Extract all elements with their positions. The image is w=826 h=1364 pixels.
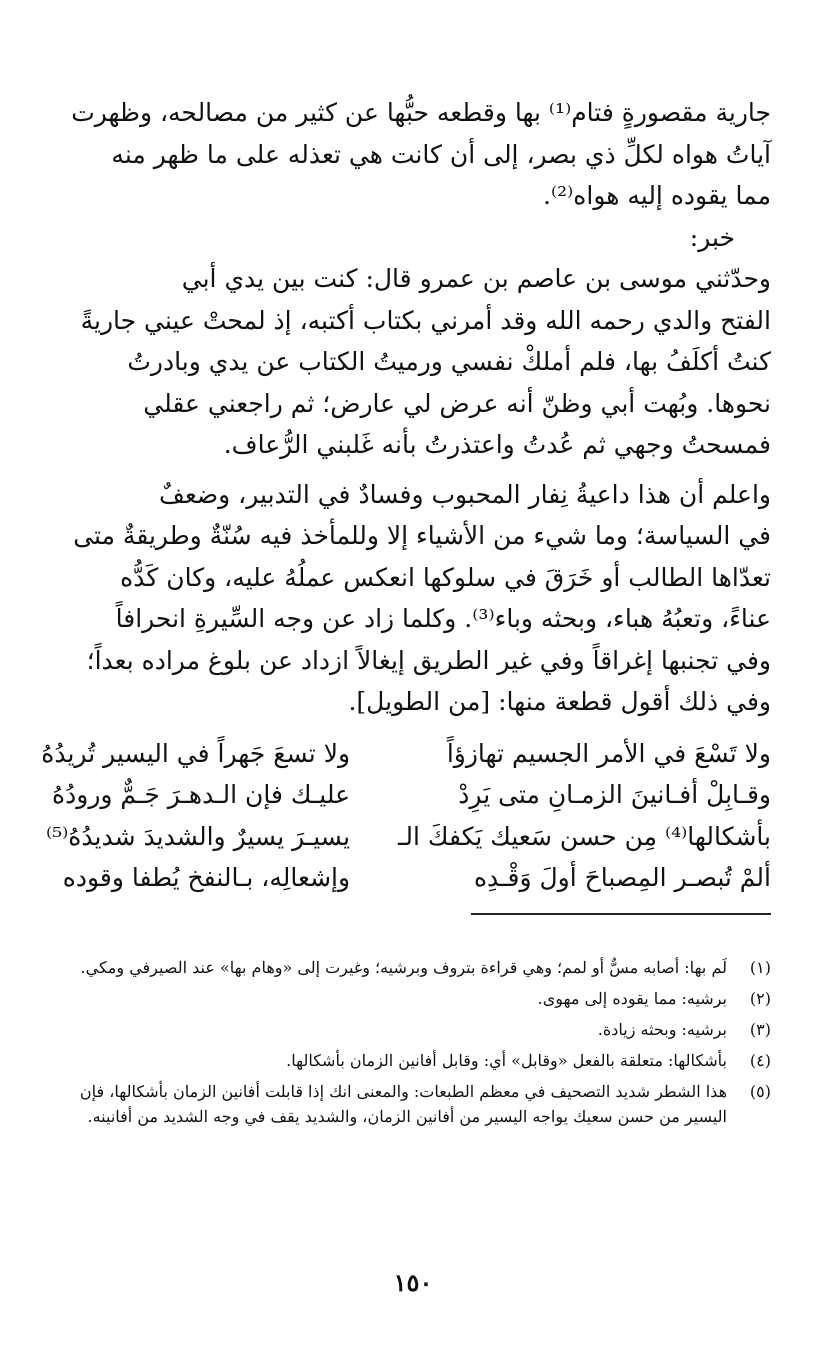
footnote bbox=[55, 955, 771, 980]
verse-first-hemistich: بأشكالها⁽⁴⁾ مِن حسن سَعيك يَكفكَ الـ bbox=[398, 821, 771, 851]
verse-first-hemistich: ألمْ تُبصـر المِصباحَ أولَ وَقْـدِه bbox=[473, 863, 771, 892]
text-line: وفي تجنبها إغراقاً وفي غير الطريق إيغالاً ازداد عن بلوغ مراده بعداً؛ bbox=[86, 645, 771, 675]
text-line: في السياسة؛ وما شيء من الأشياء إلا وللمأخذ فيه سُنّةٌ وطريقةٌ متى bbox=[73, 521, 771, 550]
text-line: مما يقوده إليه هواه⁽²⁾. bbox=[543, 181, 771, 210]
footnote-text: بأشكالها: متعلقة بالفعل «وقابل» أي: وقابل أفانين الزمان بأشكالها. bbox=[286, 1050, 727, 1070]
paragraph-anecdote bbox=[55, 258, 771, 466]
text-line: تعدّاها الطالب أو خَرَقَ في سلوكها انعكس عملُهُ عليه، وكان كَدُّه bbox=[120, 562, 771, 592]
footnote-number: (٣) bbox=[749, 1019, 771, 1039]
verse-second-hemistich: وإشعالِه، بـالنفخ يُطفا وقوده bbox=[62, 863, 351, 892]
text-line: عناءً، وتعبُهُ هباء، وبحثه وباء⁽³⁾. وكلما زاد عن وجه السِّيرةِ انحرافاً bbox=[115, 604, 771, 633]
page-number: ١٥٠ bbox=[393, 1268, 433, 1297]
verse-second-hemistich: ولا تسعَ جَهراً في اليسير تُريدُهُ bbox=[41, 738, 351, 768]
paragraph-gap bbox=[55, 466, 771, 474]
footnote-text: برشيه: مما يقوده إلى مهوى. bbox=[537, 988, 727, 1008]
section-heading: خبر: bbox=[689, 222, 735, 252]
footnote-text: برشيه: وبحثه زيادة. bbox=[597, 1019, 727, 1039]
text-line: واعلم أن هذا داعيةُ نِفار المحبوب وفسادٌ في التدبير، وضعفٌ bbox=[158, 479, 771, 509]
verse-first-hemistich: وقـابِلْ أفـانينَ الزمـانِ متى يَرِدْ bbox=[458, 780, 771, 809]
text-line: كنتُ أكلَفُ بها، فلم أملكْ نفسي ورميتُ الكتاب عن يدي وبادرتُ bbox=[127, 347, 771, 376]
paragraph-opening bbox=[55, 92, 771, 217]
footnote-text: لَم بها: أصابه مسٌّ أو لمم؛ وهي قراءة بتروف وبرشيه؛ وغيرت إلى «وهام بها» عند الصيرفي ومكي. bbox=[80, 957, 727, 977]
footnotes bbox=[55, 955, 771, 1129]
verse-second-hemistich: يسيـرَ يسيرٌ والشديدَ شديدُهُ⁽⁵⁾ bbox=[45, 821, 351, 851]
footnote-text: هذا الشطر شديد التصحيف في معظم الطبعات: والمعنى انك إذا قابلت أفانين الزمان بأشكالها، فإن اليسير من حسن سعيك يواجه اليسير من أفانين الزمان، والشديد يقف في وجه الشديد من أفانينه. bbox=[79, 1081, 727, 1126]
verse-second-hemistich: عليـك فإن الـدهـرَ جَـمٌّ ورودُهُ bbox=[52, 780, 351, 809]
text-line: وحدّثني موسى بن عاصم بن عمرو قال: كنت بين يدي أبي bbox=[181, 264, 771, 293]
footnote bbox=[55, 1017, 771, 1042]
footnote bbox=[55, 1079, 771, 1129]
footnote bbox=[55, 1048, 771, 1073]
text-line: الفتح والدي رحمه الله وقد أمرني بكتاب أكتبه، إذ لمحتْ عيني جاريةً bbox=[80, 305, 771, 335]
footnote-number: (٤) bbox=[749, 1050, 771, 1070]
footnote bbox=[55, 986, 771, 1011]
text-line: جارية مقصورةٍ فتام⁽¹⁾ بها وقطعه حبُّها عن كثير من مصالحه، وظهرت bbox=[71, 98, 771, 127]
footnote-divider bbox=[471, 913, 771, 915]
text-line: آياتُ هواه لكلِّ ذي بصر، إلى أن كانت هي تعذله على ما ظهر منه bbox=[111, 139, 771, 169]
text-line: فمسحتُ وجهي ثم عُدتُ واعتذرتُ بأنه غَلبني الرُّعاف. bbox=[223, 430, 771, 459]
text-line: نحوها. وبُهت أبي وظنّ أنه عرض لي عارض؛ ثم راجعني عقلي bbox=[143, 388, 771, 418]
paragraph-advice bbox=[55, 474, 771, 723]
footnote-number: (١) bbox=[749, 957, 771, 977]
text-line: وفي ذلك أقول قطعة منها: [من الطويل]. bbox=[348, 687, 771, 716]
poem-verses bbox=[41, 733, 771, 899]
verse-first-hemistich: ولا تَسْعَ في الأمر الجسيم تهازؤاً bbox=[446, 738, 771, 768]
footnote-number: (٥) bbox=[749, 1081, 771, 1101]
footnote-number: (٢) bbox=[749, 988, 771, 1008]
